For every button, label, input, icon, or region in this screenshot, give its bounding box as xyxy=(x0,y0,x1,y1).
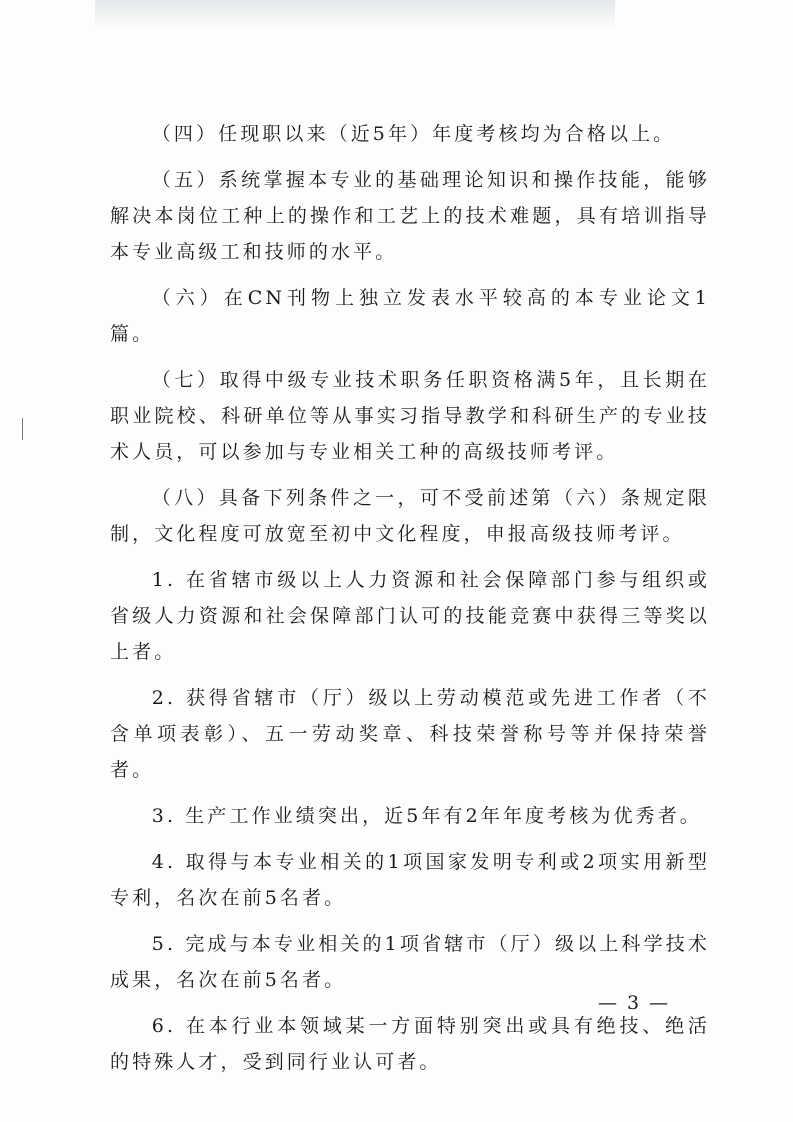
page-number: — 3 — xyxy=(598,992,671,1014)
margin-mark xyxy=(22,418,23,440)
list-item-3: 3. 生产工作业绩突出，近5年有2年年度考核为优秀者。 xyxy=(151,805,702,827)
document-body xyxy=(110,116,710,1090)
list-item-6: 6. 在本行业本领域某一方面特别突出或具有绝技、绝活的特殊人才，受到同行业认可者。 xyxy=(110,1015,710,1073)
paragraph-8: （八）具备下列条件之一，可不受前述第（六）条规定限制，文化程度可放宽至初中文化程度，申报高级技师考评。 xyxy=(110,487,710,545)
list-item-1: 1. 在省辖市级以上人力资源和社会保障部门参与组织或省级人力资源和社会保障部门认可的技能竞赛中获得三等奖以上者。 xyxy=(110,569,710,663)
paragraph-7: （七）取得中级专业技术职务任职资格满5年，且长期在职业院校、科研单位等从事实习指导教学和科研生产的专业技术人员，可以参加与专业相关工种的高级技师考评。 xyxy=(110,369,710,463)
paragraph-4: （四）任现职以来（近5年）年度考核均为合格以上。 xyxy=(151,123,676,145)
paragraph-6: （六）在CN刊物上独立发表水平较高的本专业论文1篇。 xyxy=(110,287,710,345)
paragraph-5: （五）系统掌握本专业的基础理论知识和操作技能，能够解决本岗位工种上的操作和工艺上的技术难题，具有培训指导本专业高级工和技师的水平。 xyxy=(110,169,710,263)
scan-bleed-through xyxy=(95,0,615,30)
list-item-5: 5. 完成与本专业相关的1项省辖市（厅）级以上科学技术成果，名次在前5名者。 xyxy=(110,933,710,991)
list-item-2: 2. 获得省辖市（厅）级以上劳动模范或先进工作者（不含单项表彰）、五一劳动奖章、科技荣誉称号等并保持荣誉者。 xyxy=(110,687,710,781)
list-item-4: 4. 取得与本专业相关的1项国家发明专利或2项实用新型专利，名次在前5名者。 xyxy=(110,851,710,909)
